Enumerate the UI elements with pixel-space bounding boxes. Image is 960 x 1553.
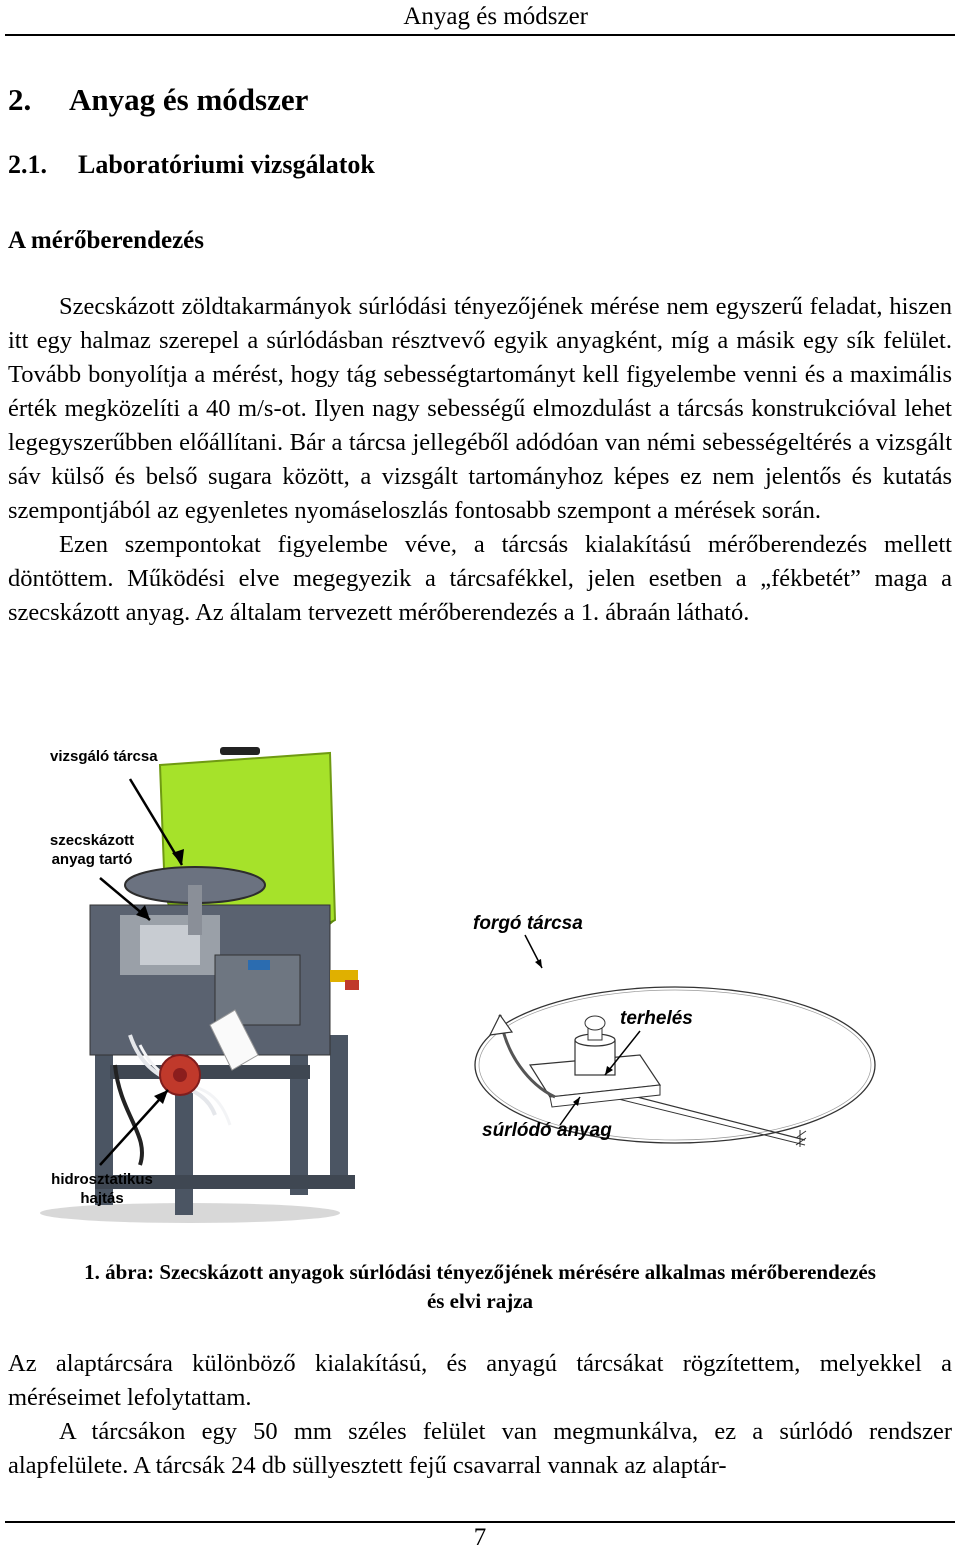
chapter-title: Anyag és módszer: [69, 82, 309, 117]
label-hydrostatic-drive-line1: hidrosztatikus: [51, 1171, 153, 1188]
label-hydrostatic-drive-line2: hajtás: [80, 1190, 124, 1207]
apparatus-photo: [0, 735, 960, 1235]
paragraph: Szecskázott zöldtakarmányok súrlódási tényezőjének mérése nem egyszerű feladat, hiszen itt egy halmaz szerepel a súrlódásban résztvevő egyik anyagként, míg a másik egy sík felület. Tovább bonyolítja a mérést, hogy tág sebességtartományt kell figyelembe venni és a maximális érték megközelíti a 40 m/s-ot. Ilyen nagy sebességű elmozdulást a tárcsás konstrukcióval lehet legegyszerűbben előállítani. Bár a tárcsa jellegéből adódóan van némi sebességeltérés a vizsgált sáv külső és belső sugara között, a vizsgált tartományhoz képes ez nem jelentős és kutatás szempontjából az egyenletes nyomáseloszlás fontosabb szempont a mérések során.: [8, 293, 952, 524]
running-header: Anyag és módszer: [403, 3, 588, 30]
chapter-heading: [8, 82, 308, 118]
label-material-holder-line1: szecskázott: [49, 832, 135, 849]
section-heading: [8, 149, 375, 181]
paragraph: Ezen szempontokat figyelembe véve, a tárcsás kialakítású mérőberendezés mellett döntöttem. Működési elve megegyezik a tárcsafékkel, jelen esetben a „fékbetét” maga a szecskázott anyag. Az általam tervezett mérőberendezés a 1. ábraán látható.: [8, 531, 952, 626]
figure-caption-line1: 1. ábra: Szecskázott anyagok súrlódási tényezőjének mérésére alkalmas mérőberendezés: [84, 1260, 876, 1284]
label-hydrostatic-drive: [46, 1170, 158, 1208]
label-material-holder-line2: anyag tartó: [51, 851, 133, 868]
header-rule: [5, 34, 955, 36]
label-load: terhelés: [620, 1008, 693, 1029]
label-test-disc: vizsgáló tárcsa: [50, 748, 158, 765]
label-material-holder: [46, 831, 138, 869]
label-rotating-disc: forgó tárcsa: [473, 913, 583, 934]
figure-caption-line2: és elvi rajza: [426, 1289, 534, 1313]
chapter-number: 2.: [8, 82, 32, 117]
label-friction-material: súrlódó anyag: [482, 1120, 612, 1141]
section-title: Laboratóriumi vizsgálatok: [78, 150, 375, 179]
footer-rule: [5, 1521, 955, 1523]
subsection-heading: A mérőberendezés: [8, 227, 205, 254]
paragraph: A tárcsákon egy 50 mm széles felület van megmunkálva, ez a súrlódó rendszer alapfelülete. A tárcsák 24 db süllyesztett fejű csavarral vannak az alaptár-: [8, 1418, 952, 1479]
body-text-top: [8, 290, 952, 630]
figure-caption: [0, 1258, 960, 1316]
section-number: 2.1.: [8, 150, 47, 179]
page-number: 7: [473, 1524, 487, 1551]
figure-1: [0, 735, 960, 1235]
body-text-bottom: [8, 1347, 952, 1483]
paragraph: Az alaptárcsára különböző kialakítású, és anyagú tárcsákat rögzítettem, melyekkel a méréseimet lefolytattam.: [8, 1350, 952, 1411]
